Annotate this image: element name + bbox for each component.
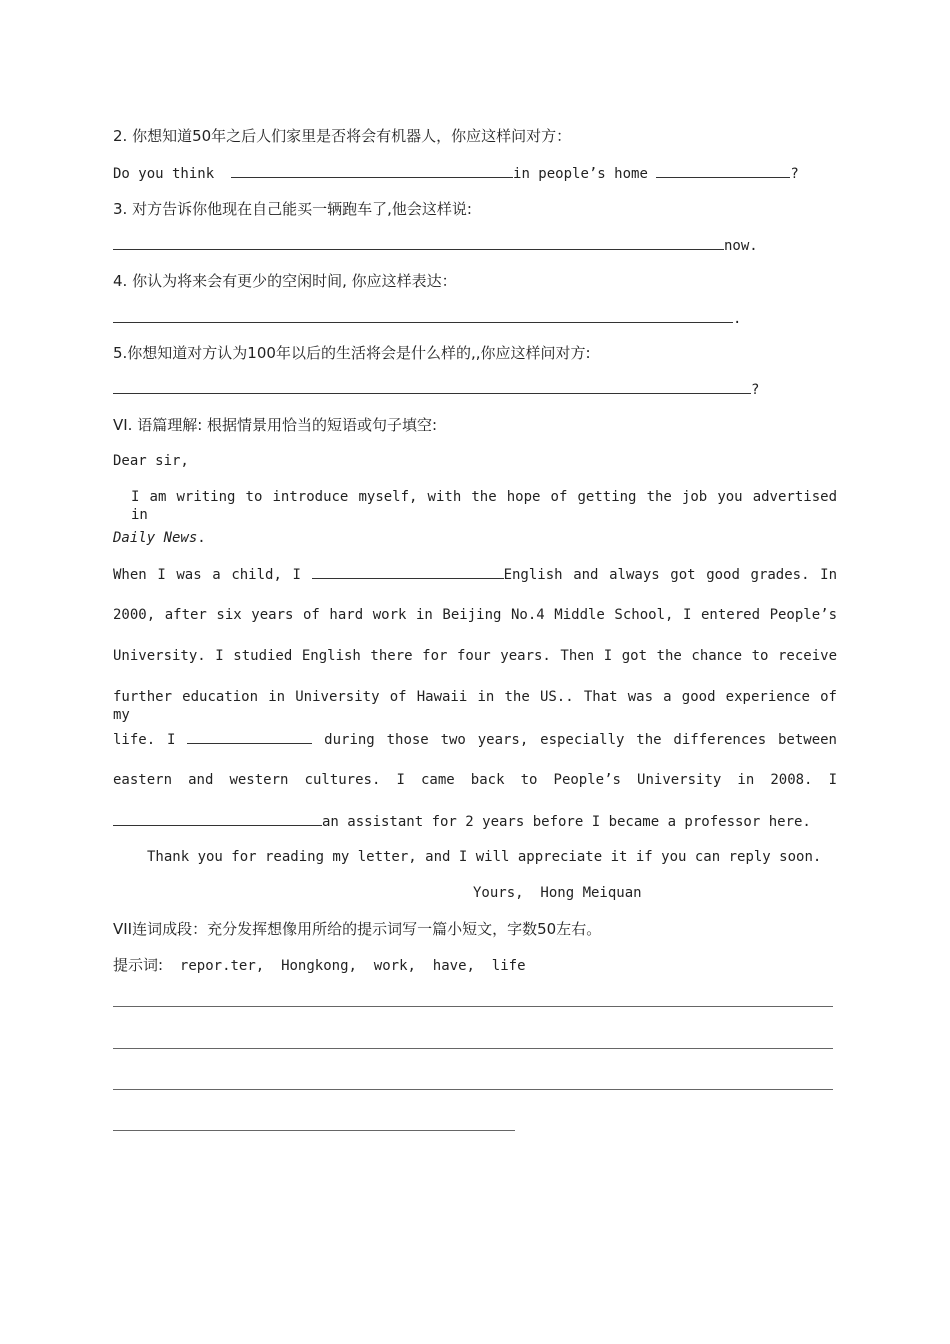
q3-blank[interactable] [113, 236, 724, 250]
letter-paragraph-1: I am writing to introduce myself, with the hope of getting the job you advertised in [131, 489, 837, 523]
letter-line-7-end: an assistant for 2 years before I became a professor here. [322, 814, 811, 830]
letter-blank-3[interactable] [113, 812, 322, 826]
q2-text-middle: in people’s home [513, 166, 657, 182]
question-3-prompt: 3. 对方告诉你他现在自己能买一辆跑车了,他会这样说: [113, 200, 472, 218]
letter-line-1-start: When I was a child, I [113, 567, 301, 583]
q2-blank-1[interactable] [231, 164, 513, 178]
letter-salutation: Dear sir, [113, 453, 189, 469]
letter-blank-2[interactable] [187, 730, 312, 744]
newspaper-period: . [197, 530, 206, 546]
hint-words: repor.ter, Hongkong, work, have, life [179, 958, 526, 974]
q4-end: . [733, 311, 742, 327]
question-4-answer-line [113, 309, 741, 328]
section-7-title: VII连词成段：充分发挥想像用所给的提示词写一篇小短文，字数50左右。 [113, 920, 602, 938]
letter-line-1-end: English and always got good grades. In [503, 567, 837, 583]
q3-end: now. [724, 238, 758, 254]
question-5-answer-line [113, 380, 759, 399]
letter-line-5 [113, 730, 837, 749]
hint-words-line [113, 956, 526, 975]
question-3-answer-line [113, 236, 758, 255]
q2-text-start: Do you think [113, 166, 223, 182]
question-4-prompt: 4. 你认为将来会有更少的空闲时间, 你应这样表达： [113, 272, 457, 290]
letter-line-7 [113, 812, 811, 831]
letter-line-3: University. I studied English there for four years. Then I got the chance to receive [113, 648, 837, 664]
writing-line-1[interactable] [113, 1006, 833, 1007]
letter-line-1 [113, 565, 837, 584]
q2-blank-2[interactable] [656, 164, 790, 178]
newspaper-name: Daily News [113, 530, 198, 546]
letter-line-6: eastern and western cultures. I came back to People’s University in 2008. I [113, 772, 837, 788]
letter-line-5-start: life. I [113, 732, 176, 748]
question-5-prompt: 5.你想知道对方认为100年以后的生活将会是什么样的,,你应这样问对方: [113, 344, 591, 362]
section-6-title: VI. 语篇理解: 根据情景用恰当的短语或句子填空: [113, 416, 438, 434]
letter-line-4: further education in University of Hawaii in the US.. That was a good experience of my [113, 689, 837, 723]
q5-end: ? [751, 382, 760, 398]
writing-line-4[interactable] [113, 1130, 515, 1131]
letter-closing: Thank you for reading my letter, and I will appreciate it if you can reply soon. [147, 849, 822, 865]
hint-label: 提示词: [113, 956, 164, 974]
letter-line-5-end: during those two years, especially the differences between [324, 732, 837, 748]
letter-line-2: 2000, after six years of hard work in Beijing No.4 Middle School, I entered People’s [113, 607, 837, 623]
letter-blank-1[interactable] [312, 565, 504, 579]
q5-blank[interactable] [113, 380, 751, 394]
letter-signature: Yours, Hong Meiquan [473, 885, 642, 901]
letter-newspaper-line [113, 529, 206, 547]
q2-text-end: ? [790, 166, 799, 182]
writing-line-2[interactable] [113, 1048, 833, 1049]
q4-blank[interactable] [113, 309, 733, 323]
question-2-prompt: 2. 你想知道50年之后人们家里是否将会有机器人，你应这样问对方： [113, 127, 572, 145]
question-2-answer-line [113, 164, 799, 183]
writing-line-3[interactable] [113, 1089, 833, 1090]
